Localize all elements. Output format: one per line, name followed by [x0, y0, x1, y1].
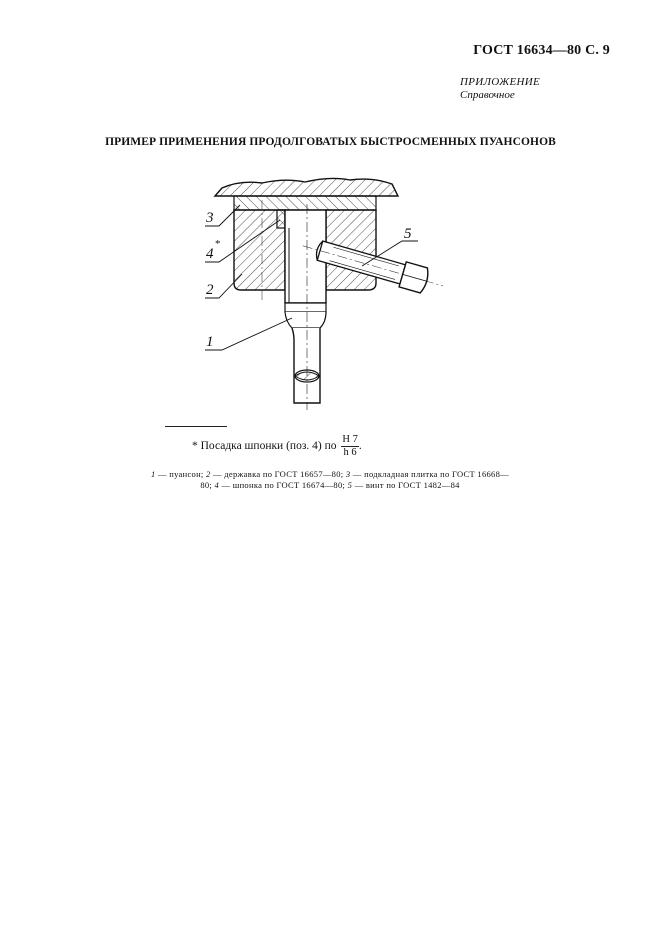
parts-legend: [150, 469, 510, 491]
callout-4: 4: [206, 246, 214, 262]
technical-drawing: [190, 165, 460, 415]
legend-num-2: 2: [206, 469, 211, 479]
fit-denominator: h 6: [343, 447, 357, 458]
footnote: [192, 434, 452, 459]
appendix-title: ПРИЛОЖЕНИЕ: [460, 76, 540, 88]
press-slab: [215, 178, 398, 196]
backing-plate: [234, 196, 376, 210]
standard-reference: ГОСТ 16634—80 С. 9: [473, 43, 610, 58]
legend-text-5: — винт по ГОСТ 1482—84: [354, 480, 460, 490]
fit-numerator: Н 7: [342, 434, 358, 445]
page-title: ПРИМЕР ПРИМЕНЕНИЯ ПРОДОЛГОВАТЫХ БЫСТРОСМЕННЫХ ПУАНСОНОВ: [105, 136, 556, 148]
footnote-text: * Посадка шпонки (поз. 4) по: [192, 440, 337, 453]
fit-fraction: [341, 434, 358, 459]
callout-4-asterisk: *: [215, 238, 221, 250]
callout-1: 1: [206, 334, 214, 350]
legend-text-4: — шпонка по ГОСТ 16674—80;: [221, 480, 346, 490]
legend-num-5: 5: [347, 480, 353, 490]
callout-5: 5: [404, 226, 412, 242]
callout-3: 3: [206, 210, 214, 226]
footnote-rule: [165, 426, 227, 427]
legend-num-4: 4: [214, 480, 220, 490]
appendix-type: Справочное: [460, 89, 515, 101]
legend-num-3: 3: [345, 469, 351, 479]
legend-text-3: — подкладная плитка по ГОСТ 16668—80;: [200, 469, 509, 490]
callout-2: 2: [206, 282, 214, 298]
legend-num-1: 1: [151, 469, 156, 479]
legend-line-1: [150, 469, 510, 491]
footnote-end: .: [358, 440, 362, 453]
appendix-label: [460, 76, 600, 102]
legend-text-2: — державка по ГОСТ 16657—80;: [213, 469, 344, 479]
legend-text-1: — пуансон;: [158, 469, 204, 479]
